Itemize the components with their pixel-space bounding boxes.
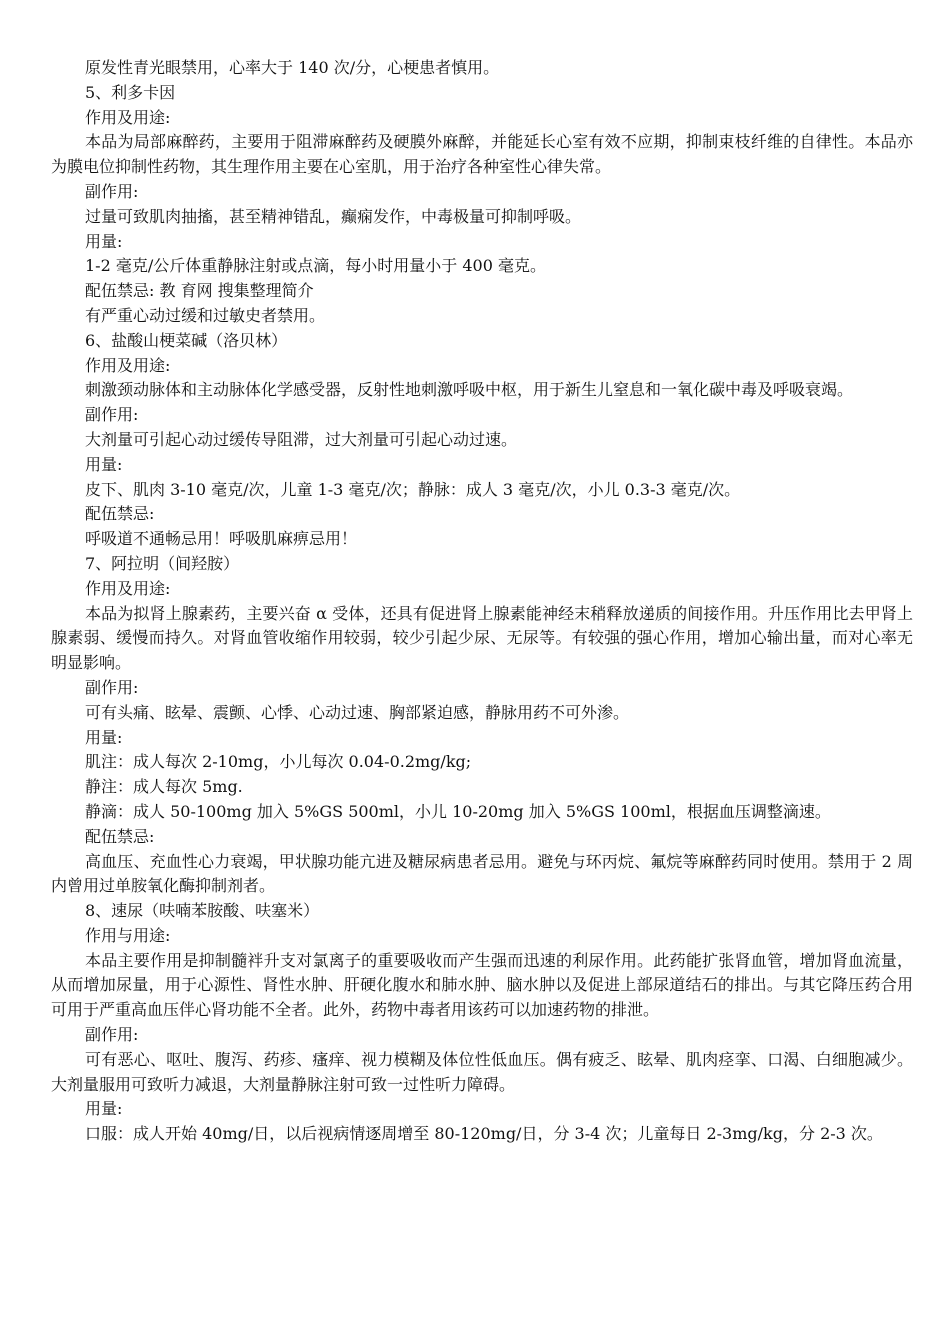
- paragraph-metaraminol-drip-dosage: 静滴：成人 50-100mg 加入 5%GS 500ml，小儿 10-20mg 加入 5%GS 100ml，根据血压调整滴速。: [85, 801, 831, 821]
- label-contraindications: 配伍禁忌:: [85, 504, 155, 524]
- label-usage: 作用与用途:: [85, 925, 171, 945]
- paragraph-lobeline-side-effects: 大剂量可引起心动过缓传导阻滞，过大剂量可引起心动过速。: [85, 429, 518, 449]
- paragraph-metaraminol-contraindications: 高血压、充血性心力衰竭，甲状腺功能亢进及糖尿病患者忌用。避免与环丙烷、氟烷等麻醉药同时使用。禁用于 2 周内曾用过单胺氧化酶抑制剂者。: [51, 851, 913, 896]
- label-side-effects: 副作用:: [85, 1025, 139, 1045]
- paragraph-lobeline-contraindications: 呼吸道不通畅忌用！呼吸肌麻痹忌用！: [85, 529, 358, 549]
- label-side-effects: 副作用:: [85, 181, 139, 201]
- label-dosage: 用量:: [85, 1099, 123, 1119]
- paragraph-furosemide-dosage: 口服：成人开始 40mg/日，以后视病情逐周增至 80-120mg/日，分 3-4 次；儿童每日 2-3mg/kg，分 2-3 次。: [85, 1124, 883, 1144]
- paragraph-metaraminol-usage: 本品为拟肾上腺素药，主要兴奋 α 受体，还具有促进肾上腺素能神经末稍释放递质的间接作用。升压作用比去甲肾上腺素弱、缓慢而持久。对肾血管收缩作用较弱，较少引起少尿、无尿等。有较强的强心作用，增加心输出量，而对心率无明显影响。: [51, 603, 913, 673]
- paragraph-metaraminol-im-dosage: 肌注：成人每次 2-10mg，小儿每次 0.04-0.2mg/kg;: [85, 752, 472, 772]
- heading-lobeline: 6、盐酸山梗菜碱（洛贝林）: [85, 330, 288, 350]
- label-side-effects: 副作用:: [85, 677, 139, 697]
- heading-furosemide: 8、速尿（呋喃苯胺酸、呋塞米）: [85, 901, 320, 921]
- paragraph-furosemide-side-effects: 可有恶心、呕吐、腹泻、药疹、瘙痒、视力模糊及体位性低血压。偶有疲乏、眩晕、肌肉痉挛、口渴、白细胞减少。大剂量服用可致听力减退，大剂量静脉注射可致一过性听力障碍。: [51, 1049, 913, 1094]
- heading-lidocaine: 5、利多卡因: [85, 82, 176, 102]
- label-side-effects: 副作用:: [85, 405, 139, 425]
- label-usage: 作用及用途:: [85, 107, 171, 127]
- paragraph-metaraminol-side-effects: 可有头痛、眩晕、震颤、心悸、心动过速、胸部紧迫感，静脉用药不可外渗。: [85, 702, 630, 722]
- label-usage: 作用及用途:: [85, 355, 171, 375]
- paragraph-metaraminol-iv-dosage: 静注：成人每次 5mg.: [85, 777, 243, 797]
- label-contraindications: 配伍禁忌:: [85, 826, 155, 846]
- paragraph-lobeline-dosage: 皮下、肌肉 3-10 毫克/次，儿童 1-3 毫克/次；静脉：成人 3 毫克/次，小儿 0.3-3 毫克/次。: [85, 479, 741, 499]
- paragraph-lobeline-usage: 刺激颈动脉体和主动脉体化学感受器，反射性地刺激呼吸中枢，用于新生儿窒息和一氧化碳中毒及呼吸衰竭。: [85, 380, 854, 400]
- label-dosage: 用量:: [85, 454, 123, 474]
- paragraph-lidocaine-usage: 本品为局部麻醉药，主要用于阻滞麻醉药及硬膜外麻醉，并能延长心室有效不应期，抑制束枝纤维的自律性。本品亦为膜电位抑制性药物，其生理作用主要在心室肌，用于治疗各种室性心律失常。: [51, 132, 913, 177]
- paragraph-lidocaine-side-effects: 过量可致肌肉抽搐，甚至精神错乱，癫痫发作，中毒极量可抑制呼吸。: [85, 206, 582, 226]
- label-contraindications: 配伍禁忌: 教 育网 搜集整理简介: [85, 281, 314, 301]
- label-usage: 作用及用途:: [85, 578, 171, 598]
- paragraph-lidocaine-dosage: 1-2 毫克/公斤体重静脉注射或点滴，每小时用量小于 400 毫克。: [85, 256, 546, 276]
- paragraph-furosemide-usage: 本品主要作用是抑制髓袢升支对氯离子的重要吸收而产生强而迅速的利尿作用。此药能扩张肾血管，增加肾血流量，从而增加尿量，用于心源性、肾性水肿、肝硬化腹水和肺水肿、脑水肿以及促进上部尿道结石的排出。与其它降压药合用可用于严重高血压伴心肾功能不全者。此外，药物中毒者用该药可以加速药物的排泄。: [51, 950, 913, 1020]
- text-line-contraindication-end: 原发性青光眼禁用，心率大于 140 次/分，心梗患者慎用。: [85, 58, 500, 77]
- document-body: [51, 56, 913, 1147]
- heading-metaraminol: 7、阿拉明（间羟胺）: [85, 553, 240, 573]
- paragraph-lidocaine-contraindications: 有严重心动过缓和过敏史者禁用。: [85, 305, 326, 325]
- label-dosage: 用量:: [85, 727, 123, 747]
- label-dosage: 用量:: [85, 231, 123, 251]
